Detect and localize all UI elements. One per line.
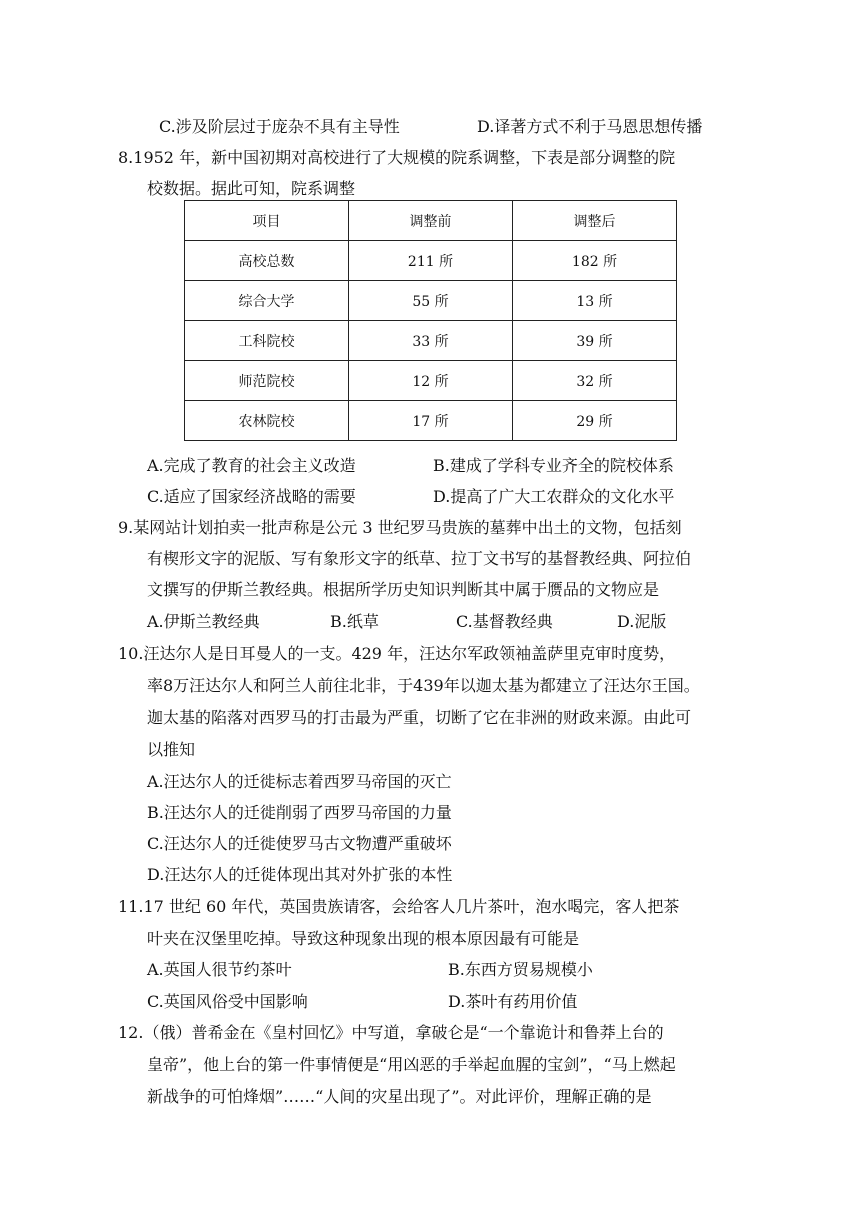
q11-option-a: A.英国人很节约茶叶 — [147, 960, 292, 979]
q11-option-b: B.东西方贸易规模小 — [448, 960, 593, 979]
q10-option-a: A.汪达尔人的迁徙标志着西罗马帝国的灭亡 — [147, 772, 452, 791]
q7-option-c: C.涉及阶层过于庞杂不具有主导性 — [159, 117, 400, 136]
q9-stem-line2: 有楔形文字的泥版、写有象形文字的纸草、拉丁文书写的基督教经典、阿拉伯 — [147, 549, 692, 568]
table-header-cell: 调整后 — [513, 201, 677, 241]
q9-option-c: C.基督教经典 — [456, 612, 553, 631]
table-row — [185, 401, 677, 441]
q10-option-c: C.汪达尔人的迁徙使罗马古文物遭严重破坏 — [147, 834, 452, 853]
table-cell: 29 所 — [513, 401, 677, 441]
table-row — [185, 361, 677, 401]
q10-stem-line1: 10.汪达尔人是日耳曼人的一支。429 年，汪达尔军政领袖盖萨里克审时度势， — [118, 644, 676, 663]
table-row — [185, 241, 677, 281]
q8-option-d: D.提高了广大工农群众的文化水平 — [433, 487, 675, 506]
q10-option-b: B.汪达尔人的迁徙削弱了西罗马帝国的力量 — [147, 803, 452, 822]
table-cell: 17 所 — [349, 401, 513, 441]
table-header-cell: 项目 — [185, 201, 349, 241]
q10-stem-line4: 以推知 — [147, 740, 196, 759]
q8-stem-line2: 校数据。据此可知，院系调整 — [147, 179, 356, 198]
table-cell: 工科院校 — [185, 321, 349, 361]
q9-option-d: D.泥版 — [617, 612, 667, 631]
q12-stem-line3: 新战争的可怕烽烟”……“人间的灾星出现了”。对此评价，理解正确的是 — [147, 1087, 652, 1106]
table-cell: 12 所 — [349, 361, 513, 401]
college-adjustment-table — [184, 200, 677, 441]
q8-option-a: A.完成了教育的社会主义改造 — [147, 456, 356, 475]
q9-option-a: A.伊斯兰教经典 — [147, 612, 260, 631]
table-cell: 综合大学 — [185, 281, 349, 321]
table-cell: 33 所 — [349, 321, 513, 361]
table-cell: 农林院校 — [185, 401, 349, 441]
table-cell: 13 所 — [513, 281, 677, 321]
q10-option-d: D.汪达尔人的迁徙体现出其对外扩张的本性 — [147, 865, 453, 884]
table-cell: 师范院校 — [185, 361, 349, 401]
q11-option-c: C.英国风俗受中国影响 — [147, 992, 308, 1011]
q8-option-c: C.适应了国家经济战略的需要 — [147, 487, 356, 506]
q9-option-b: B.纸草 — [330, 612, 379, 631]
q9-stem-line1: 9.某网站计划拍卖一批声称是公元 3 世纪罗马贵族的墓葬中出土的文物，包括刻 — [118, 518, 682, 537]
table-header-cell: 调整前 — [349, 201, 513, 241]
q9-stem-line3: 文撰写的伊斯兰教经典。根据所学历史知识判断其中属于赝品的文物应是 — [147, 580, 660, 599]
q7-option-d: D.译著方式不利于马恩思想传播 — [477, 117, 703, 136]
table-cell: 55 所 — [349, 281, 513, 321]
table-cell: 39 所 — [513, 321, 677, 361]
q8-option-b: B.建成了学科专业齐全的院校体系 — [433, 456, 674, 475]
table-row — [185, 281, 677, 321]
table-cell: 182 所 — [513, 241, 677, 281]
q10-stem-line2: 率8万汪达尔人和阿兰人前往北非，于439年以迦太基为都建立了汪达尔王国。 — [147, 676, 700, 695]
q8-stem-line1: 8.1952 年，新中国初期对高校进行了大规模的院系调整，下表是部分调整的院 — [118, 148, 676, 167]
table-cell: 32 所 — [513, 361, 677, 401]
table-cell: 211 所 — [349, 241, 513, 281]
q10-stem-line3: 迦太基的陷落对西罗马的打击最为严重，切断了它在非洲的财政来源。由此可 — [147, 708, 692, 727]
q11-stem-line2: 叶夹在汉堡里吃掉。导致这种现象出现的根本原因最有可能是 — [147, 929, 580, 948]
table-cell: 高校总数 — [185, 241, 349, 281]
q11-stem-line1: 11.17 世纪 60 年代，英国贵族请客，会给客人几片茶叶，泡水喝完，客人把茶 — [118, 897, 680, 916]
q12-stem-line1: 12.（俄）普希金在《皇村回忆》中写道，拿破仑是“一个靠诡计和鲁莽上台的 — [118, 1023, 664, 1042]
table-header-row — [185, 201, 677, 241]
q11-option-d: D.茶叶有药用价值 — [448, 992, 578, 1011]
table-row — [185, 321, 677, 361]
q12-stem-line2: 皇帝”，他上台的第一件事情便是“用凶恶的手举起血腥的宝剑”，“马上燃起 — [147, 1055, 676, 1074]
